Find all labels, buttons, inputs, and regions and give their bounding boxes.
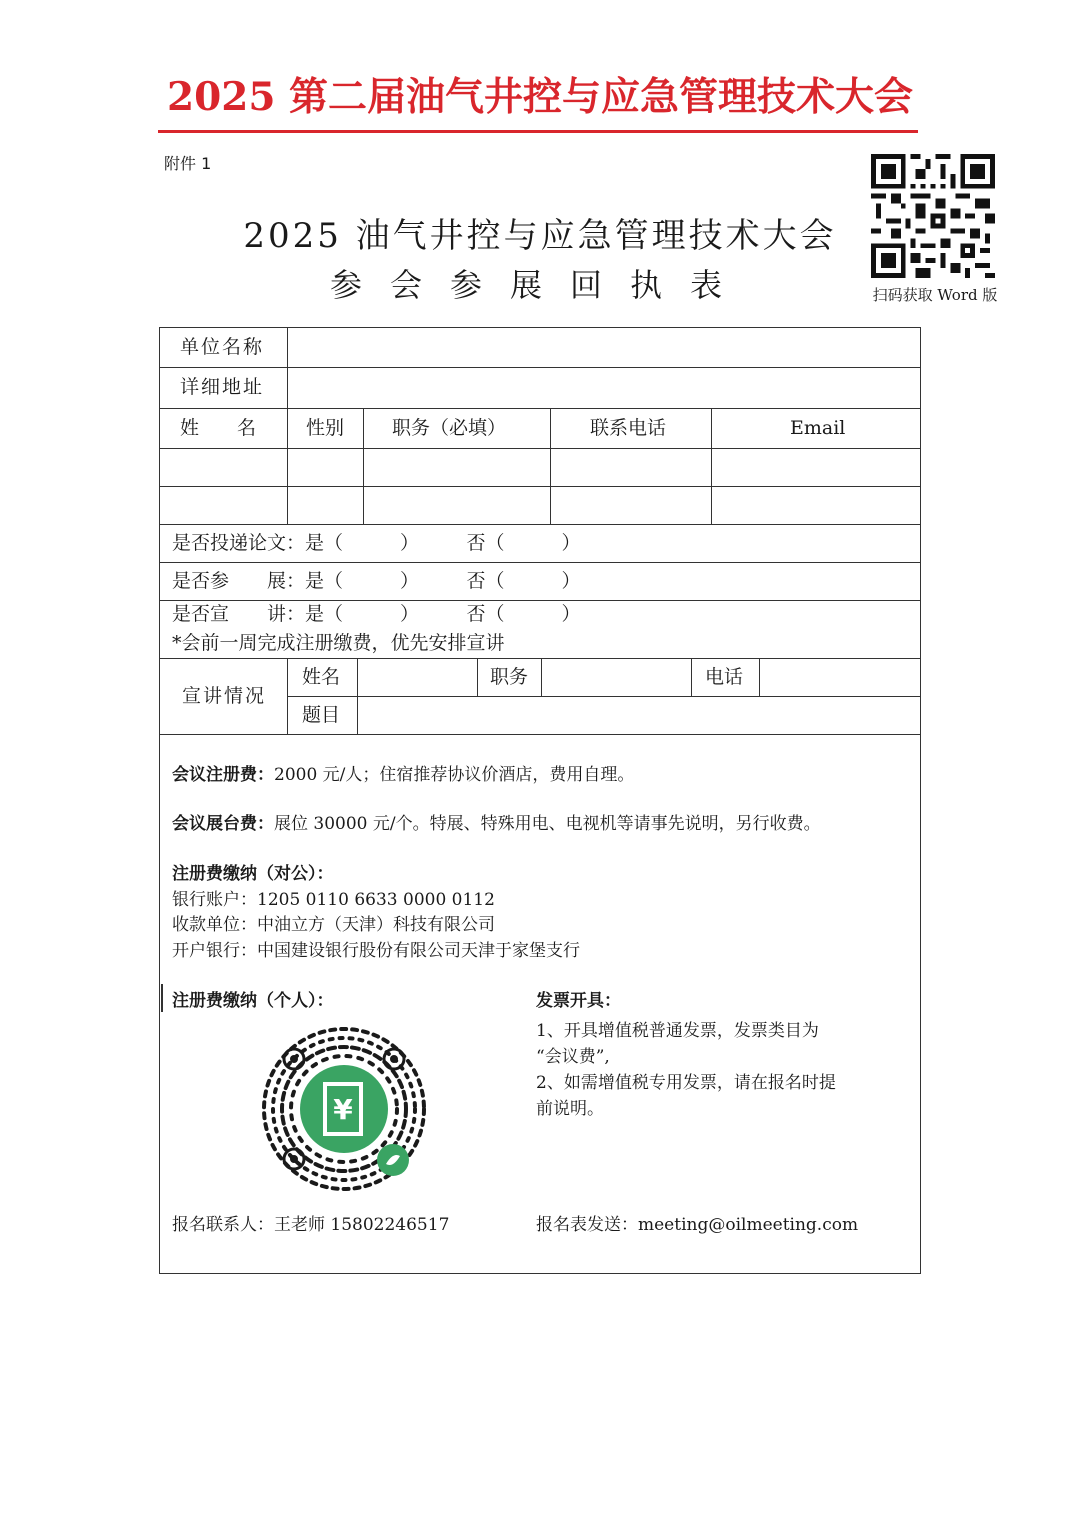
talk-position-label: 职务 bbox=[490, 666, 529, 688]
form-rule bbox=[287, 327, 288, 525]
col-name-header: 姓 名 bbox=[180, 417, 257, 439]
qr-caption: 扫码获取 Word 版 bbox=[872, 286, 998, 304]
attendee-gender-field[interactable] bbox=[289, 450, 362, 484]
talk-topic-field[interactable] bbox=[360, 698, 919, 732]
contact-person: 报名联系人：王老师 15802246517 bbox=[172, 1215, 450, 1235]
col-gender-header: 性别 bbox=[306, 417, 345, 439]
banner-divider bbox=[158, 130, 918, 133]
attendee-name-field[interactable] bbox=[162, 488, 286, 522]
talk-position-field[interactable] bbox=[544, 660, 690, 694]
form-rule bbox=[159, 600, 921, 601]
talk-name-field[interactable] bbox=[360, 660, 476, 694]
attachment-label: 附件 1 bbox=[164, 154, 212, 173]
booth-fee-text: 展位 30000 元/个。特展、特殊用电、电视机等请事先说明，另行收费。 bbox=[274, 814, 821, 834]
form-rule bbox=[759, 658, 760, 696]
form-rule bbox=[691, 658, 692, 696]
attendee-phone-field[interactable] bbox=[552, 450, 710, 484]
corporate-payment-title: 注册费缴纳（对公）： bbox=[172, 864, 334, 884]
submission-email[interactable]: 报名表发送：meeting@oilmeeting.com bbox=[536, 1215, 859, 1235]
talk-phone-label: 电话 bbox=[705, 666, 744, 688]
registration-fee-text: 2000 元/人；住宿推荐协议价酒店，费用自理。 bbox=[274, 765, 635, 785]
personal-payment-title: 注册费缴纳（个人）： bbox=[172, 991, 334, 1011]
form-rule bbox=[159, 408, 921, 409]
invoice-item-1: 1、开具增值税普通发票，发票类目为 bbox=[536, 1021, 819, 1041]
talk-choice[interactable]: 是否宣 讲：是（ ） 否（ ） bbox=[172, 603, 581, 625]
talk-note: *会前一周完成注册缴费，优先安排宣讲 bbox=[172, 632, 505, 654]
personal-payment-qr-code[interactable] bbox=[259, 1024, 429, 1194]
form-rule bbox=[159, 562, 921, 563]
margin-mark bbox=[161, 984, 163, 1012]
conference-banner-title: 2025 第二届油气井控与应急管理技术大会 bbox=[166, 74, 914, 120]
form-rule bbox=[363, 408, 364, 525]
org-name-field[interactable] bbox=[290, 330, 918, 366]
talk-phone-field[interactable] bbox=[762, 660, 919, 694]
payee: 收款单位：中油立方（天津）科技有限公司 bbox=[172, 915, 495, 935]
form-rule bbox=[550, 408, 551, 525]
exhibit-choice[interactable]: 是否参 展：是（ ） 否（ ） bbox=[172, 570, 581, 592]
booth-fee-label: 会议展台费： bbox=[172, 814, 274, 834]
address-label: 详细地址 bbox=[180, 376, 265, 398]
svg-text:¥: ¥ bbox=[333, 1093, 353, 1126]
registration-fee-line bbox=[172, 760, 634, 785]
form-rule bbox=[287, 658, 288, 734]
talk-section-label: 宣讲情况 bbox=[182, 685, 267, 707]
attendee-email-field[interactable] bbox=[713, 450, 919, 484]
form-rule bbox=[159, 448, 921, 449]
paper-submission-choice[interactable]: 是否投递论文：是（ ） 否（ ） bbox=[172, 532, 581, 554]
invoice-item-2: 2、如需增值税专用发票，请在报名时提 bbox=[536, 1073, 836, 1093]
org-name-label: 单位名称 bbox=[180, 336, 265, 358]
col-position-header: 职务（必填） bbox=[392, 417, 507, 439]
col-phone-header: 联系电话 bbox=[590, 417, 667, 439]
attendee-gender-field[interactable] bbox=[289, 488, 362, 522]
bank-branch: 开户银行：中国建设银行股份有限公司天津于家堡支行 bbox=[172, 941, 580, 961]
form-rule bbox=[159, 367, 921, 368]
attendee-position-field[interactable] bbox=[365, 450, 549, 484]
form-title: 2025 油气井控与应急管理技术大会 bbox=[243, 216, 837, 256]
address-field[interactable] bbox=[290, 370, 918, 406]
col-email-header: Email bbox=[790, 417, 846, 439]
attendee-name-field[interactable] bbox=[162, 450, 286, 484]
invoice-title: 发票开具： bbox=[536, 991, 621, 1011]
bank-account: 银行账户：1205 0110 6633 0000 0112 bbox=[172, 890, 495, 910]
form-subtitle: 参会参展回执表 bbox=[329, 266, 750, 304]
booth-fee-line bbox=[172, 809, 821, 834]
form-rule bbox=[159, 658, 921, 659]
invoice-item-1-cont: “会议费”, bbox=[536, 1047, 610, 1067]
form-rule bbox=[159, 486, 921, 487]
form-rule bbox=[477, 658, 478, 696]
registration-fee-label: 会议注册费： bbox=[172, 765, 274, 785]
form-rule bbox=[711, 408, 712, 525]
attendee-position-field[interactable] bbox=[365, 488, 549, 522]
attendee-email-field[interactable] bbox=[713, 488, 919, 522]
form-rule bbox=[541, 658, 542, 696]
talk-topic-label: 题目 bbox=[302, 704, 341, 726]
talk-name-label: 姓名 bbox=[302, 666, 341, 688]
form-rule bbox=[357, 658, 358, 734]
form-rule bbox=[159, 734, 921, 735]
invoice-item-2-cont: 前说明。 bbox=[536, 1099, 604, 1119]
form-rule bbox=[159, 524, 921, 525]
form-rule bbox=[287, 696, 921, 697]
attendee-phone-field[interactable] bbox=[552, 488, 710, 522]
